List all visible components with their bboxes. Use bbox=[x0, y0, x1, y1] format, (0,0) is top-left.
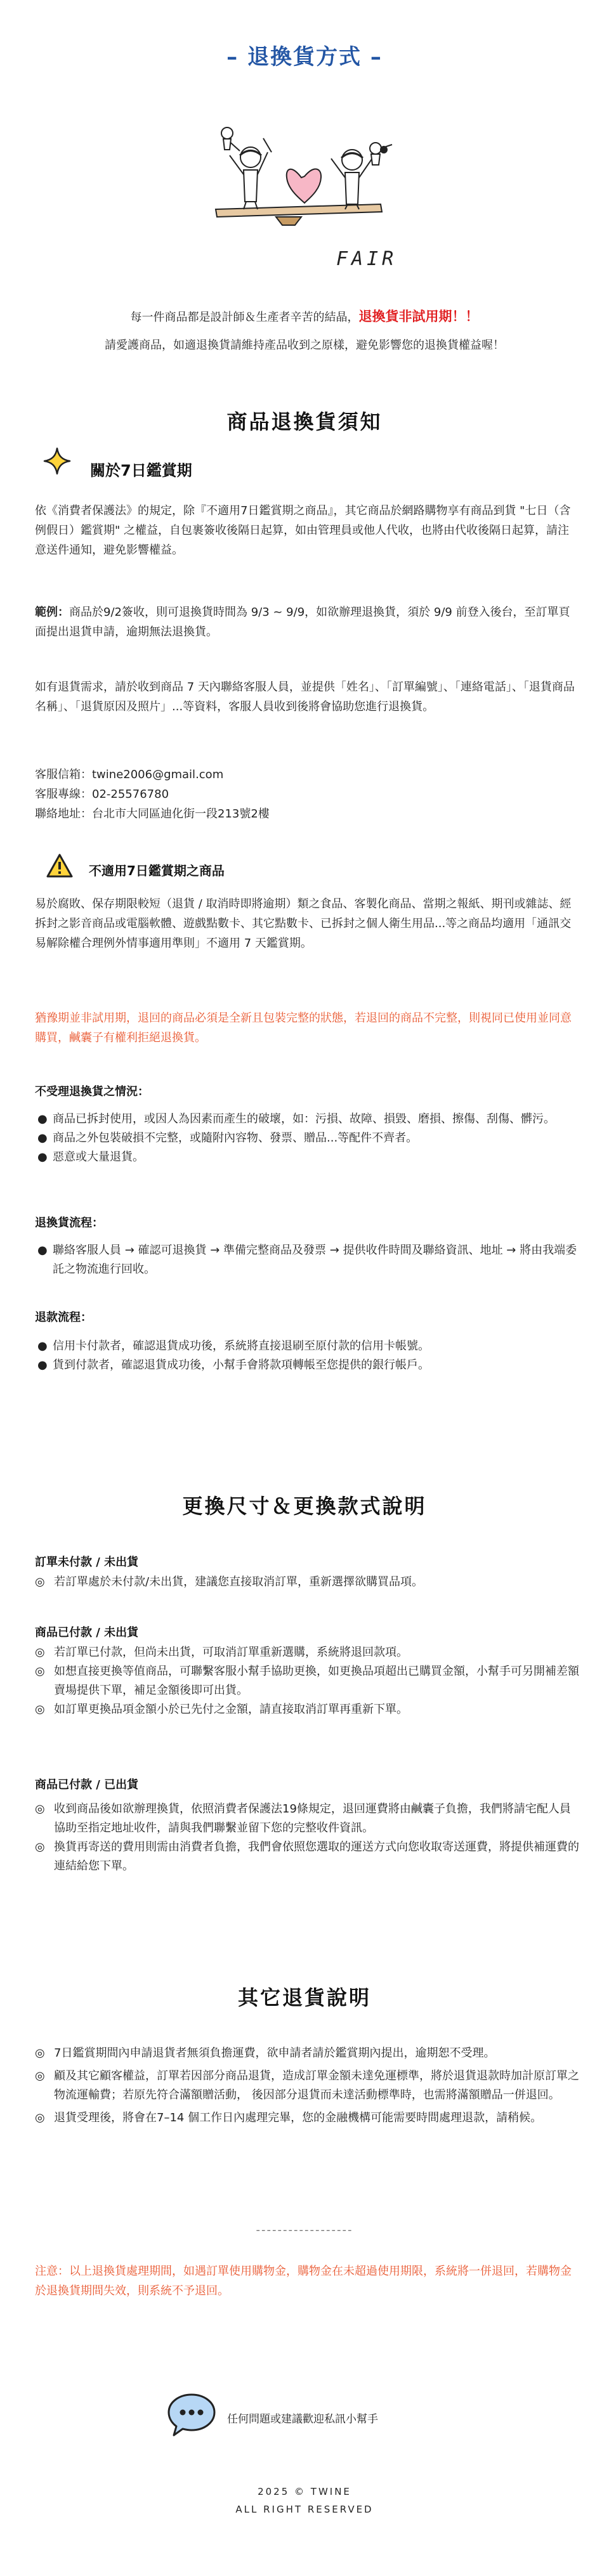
sparkle-icon bbox=[43, 447, 71, 475]
chat-bubble-icon bbox=[165, 2391, 218, 2438]
list-item: ◎ 換貨再寄送的費用則需由消費者負擔，我們會依照您選取的運送方式向您收取寄送運費，將提供補運費的連結給您下單。 bbox=[35, 1840, 579, 1873]
list-item: ◎ 顧及其它顧客權益，訂單若因部分商品退貨，造成訂單金額未達免運標準，將於退貨退款時加計原訂單之物流運輸費；若原先符合滿額贈活動， 後因部分退貨而未達活動標準時，也需將滿額贈品一併退回。 bbox=[35, 2069, 579, 2102]
final-note: 注意：以上退換貨處理期間，如遇訂單使用購物金，購物金在未超過使用期限，系統將一併退回，若購物金於退換貨期間失效，則系統不予退回。 bbox=[35, 2265, 572, 2298]
not-applicable-paragraph: 易於腐敗、保存期限較短（退貨 / 取消時即將逾期）類之食品、客製化商品、當期之報紙、期刊或雜誌、經拆封之影音商品或電腦軟體、遊戲點數卡、其它點數卡、已拆封之個人衛生用品...等之商品均適用「通訊交易解除權合理例外情事適用準則」不適用 7 天鑑賞期。 bbox=[35, 897, 572, 950]
notice-title: 商品退換貨須知 bbox=[226, 410, 383, 434]
section-divider: ------------------ bbox=[256, 2223, 353, 2237]
list-item: ● 信用卡付款者，確認退貨成功後，系統將直接退刷至原付款的信用卡帳號。 bbox=[37, 1339, 429, 1353]
intro-line-2: 請愛護商品，如適退換貨請維持產品收到之原樣，避免影響您的退換貨權益喔！ bbox=[105, 339, 504, 352]
contact-info bbox=[35, 765, 577, 824]
intro-line-1 bbox=[0, 306, 609, 325]
appreciation-example bbox=[35, 602, 577, 642]
example-text: 商品於9/2簽收，則可退換貨時間為 9/3 ~ 9/9，如欲辦理退換貨，須於 9/9 前登入後台，至訂單頁面提出退貨申請，逾期無法退換貨。 bbox=[35, 606, 570, 639]
list-item: ● 貨到付款者，確認退貨成功後，小幫手會將款項轉帳至您提供的銀行帳戶。 bbox=[37, 1358, 429, 1372]
copyright: 2025 © TWINE bbox=[258, 2486, 351, 2497]
contact-address: 聯絡地址：台北市大同區迪化街一段213號2樓 bbox=[35, 807, 270, 821]
trial-warning: 猶豫期並非試用期，退回的商品必須是全新且包裝完整的狀態，若退回的商品不完整，則視同已使用並同意購買，鹹囊子有權利拒絕退換貨。 bbox=[35, 1012, 572, 1044]
example-label: 範例： bbox=[35, 606, 69, 619]
paid-shipped-label: 商品已付款 / 已出貨 bbox=[35, 1778, 139, 1792]
help-text: 任何問題或建議歡迎私訊小幫手 bbox=[227, 2413, 378, 2426]
refund-list bbox=[35, 1337, 580, 1375]
refund-label: 退款流程： bbox=[35, 1311, 92, 1324]
list-item: ◎ 如訂單更換品項金額小於已先付之金額，請直接取消訂單再重新下單。 bbox=[35, 1703, 408, 1716]
paid-unshipped-list bbox=[35, 1643, 580, 1719]
appreciation-paragraph-1: 依《消費者保護法》的規定，除『不適用7日鑑賞期之商品』，其它商品於網路購物享有商品到貨 "七日（含例假日）鑑賞期" 之權益，自包裹簽收後隔日起算，如由管理員或他人代收，也將由代收後隔日起算，請注意送件通知，避免影響權益。 bbox=[35, 504, 571, 557]
paid-shipped-list bbox=[35, 1800, 580, 1876]
paid-unshipped-label: 商品已付款 / 未出貨 bbox=[35, 1626, 139, 1639]
intro-highlight: 退換貨非試用期！！ bbox=[358, 309, 479, 324]
process-list bbox=[35, 1241, 580, 1279]
not-accepted-list bbox=[35, 1110, 580, 1167]
list-item: ◎ 如想直接更換等值商品，可聯繫客服小幫手協助更換，如更換品項超出已購買金額，小幫手可另開補差額賣場提供下單，補足金額後即可出貨。 bbox=[35, 1665, 579, 1697]
appreciation-heading: 關於7日鑑賞期 bbox=[90, 462, 192, 479]
not-applicable-heading: 不適用7日鑑賞期之商品 bbox=[89, 863, 225, 878]
exchange-title: 更換尺寸＆更換款式說明 bbox=[182, 1494, 427, 1518]
list-item: ● 商品已拆封使用，或因人為因素而產生的破壞，如：污損、故障、損毀、磨損、擦傷、刮傷、髒污。 bbox=[37, 1112, 555, 1126]
intro-prefix: 每一件商品都是設計師＆生產者辛苦的結晶， bbox=[130, 311, 359, 324]
list-item: ◎ 若訂單處於未付款/未出貨，建議您直接取消訂單，重新選擇欲購買品項。 bbox=[35, 1575, 424, 1589]
appreciation-paragraph-3: 如有退貨需求，請於收到商品 7 天內聯絡客服人員，並提供「姓名」、「訂單編號」、「連絡電話」、「退貨商品名稱」、「退貨原因及照片」...等資料，客服人員收到後將會協助您進行退換貨。 bbox=[35, 680, 575, 713]
list-item: ◎ 若訂單已付款，但尚未出貨，可取消訂單重新選購，系統將退回款項。 bbox=[35, 1646, 408, 1659]
list-item: ◎ 退貨受理後，將會在7–14 個工作日內處理完畢，您的金融機構可能需要時間處理退款，請稍候。 bbox=[35, 2111, 542, 2124]
not-accepted-label: 不受理退換貨之情況： bbox=[35, 1085, 149, 1098]
contact-phone: 客服專線：02-25576780 bbox=[35, 788, 169, 801]
list-item: ● 惡意或大量退貨。 bbox=[37, 1150, 144, 1164]
list-item: ◎ 收到商品後如欲辦理換貨，依照消費者保護法19條規定，退回運費將由鹹囊子負擔，我們將請宅配人員協助至指定地址收件，請與我們聯繫並留下您的完整收件資訊。 bbox=[35, 1802, 571, 1835]
page-title: – 退換貨方式 – bbox=[226, 44, 383, 70]
warning-icon bbox=[46, 853, 74, 878]
unpaid-label: 訂單未付款 / 未出貨 bbox=[35, 1556, 139, 1569]
list-item: ● 商品之外包裝破損不完整，或隨附內容物、發票、贈品...等配件不齊者。 bbox=[37, 1131, 418, 1145]
process-label: 退換貨流程： bbox=[35, 1216, 103, 1230]
contact-email: 客服信箱：twine2006@gmail.com bbox=[35, 768, 224, 781]
list-item: ◎ 7日鑑賞期間內申請退貨者無須負擔運費，欲申請者請於鑑賞期內提出，逾期恕不受理。 bbox=[35, 2046, 495, 2060]
fair-logo-text: FAIR bbox=[336, 248, 398, 270]
list-item: ● 聯絡客服人員 → 確認可退換貨 → 準備完整商品及發票 → 提供收件時間及聯絡資訊、地址 → 將由我端委託之物流進行回收。 bbox=[37, 1244, 577, 1276]
unpaid-list bbox=[35, 1573, 580, 1592]
other-title: 其它退貨說明 bbox=[237, 1986, 371, 2010]
rights: ALL RIGHT RESERVED bbox=[235, 2504, 374, 2515]
other-list bbox=[35, 2044, 580, 2128]
fair-illustration bbox=[190, 95, 419, 285]
